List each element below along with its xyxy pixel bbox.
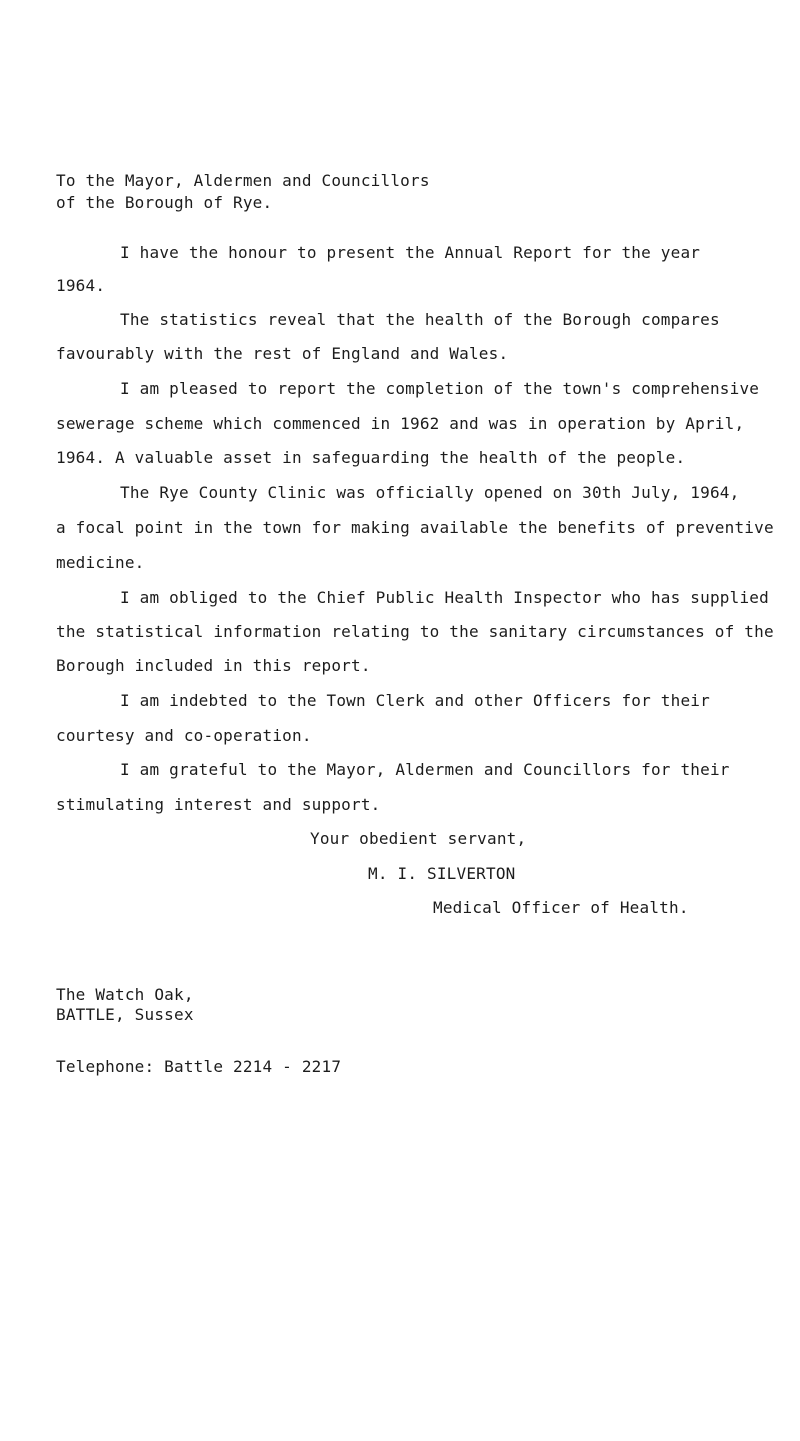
paragraph-5-line-1: I am obliged to the Chief Public Health Inspector who has supplied xyxy=(120,588,769,607)
paragraph-1-line-1: I have the honour to present the Annual Report for the year xyxy=(120,243,701,262)
signatory-name: M. I. SILVERTON xyxy=(368,864,516,883)
paragraph-1-line-2: 1964. xyxy=(56,276,106,295)
paragraph-4-line-2: a focal point in the town for making available the benefits of preventive xyxy=(56,518,774,537)
addressee-line-1: To the Mayor, Aldermen and Councillors xyxy=(56,171,430,190)
paragraph-5-line-3: Borough included in this report. xyxy=(56,656,371,675)
closing-salutation: Your obedient servant, xyxy=(310,829,527,848)
paragraph-4-line-3: medicine. xyxy=(56,553,145,572)
paragraph-3-line-3: 1964. A valuable asset in safeguarding the health of the people. xyxy=(56,448,686,467)
signatory-title: Medical Officer of Health. xyxy=(433,898,689,917)
paragraph-5-line-2: the statistical information relating to the sanitary circumstances of the xyxy=(56,622,774,641)
paragraph-6-line-2: courtesy and co-operation. xyxy=(56,726,312,745)
address-line-1: The Watch Oak, xyxy=(56,985,194,1004)
paragraph-7-line-1: I am grateful to the Mayor, Aldermen and Councillors for their xyxy=(120,760,730,779)
paragraph-6-line-1: I am indebted to the Town Clerk and other Officers for their xyxy=(120,691,710,710)
paragraph-7-line-2: stimulating interest and support. xyxy=(56,795,381,814)
telephone-line: Telephone: Battle 2214 - 2217 xyxy=(56,1057,342,1076)
paragraph-2-line-1: The statistics reveal that the health of the Borough compares xyxy=(120,310,720,329)
paragraph-4-line-1: The Rye County Clinic was officially opened on 30th July, 1964, xyxy=(120,483,740,502)
paragraph-2-line-2: favourably with the rest of England and Wales. xyxy=(56,344,509,363)
address-line-2: BATTLE, Sussex xyxy=(56,1005,194,1024)
addressee-line-2: of the Borough of Rye. xyxy=(56,193,273,212)
paragraph-3-line-1: I am pleased to report the completion of the town's comprehensive xyxy=(120,379,760,398)
paragraph-3-line-2: sewerage scheme which commenced in 1962 and was in operation by April, xyxy=(56,414,745,433)
